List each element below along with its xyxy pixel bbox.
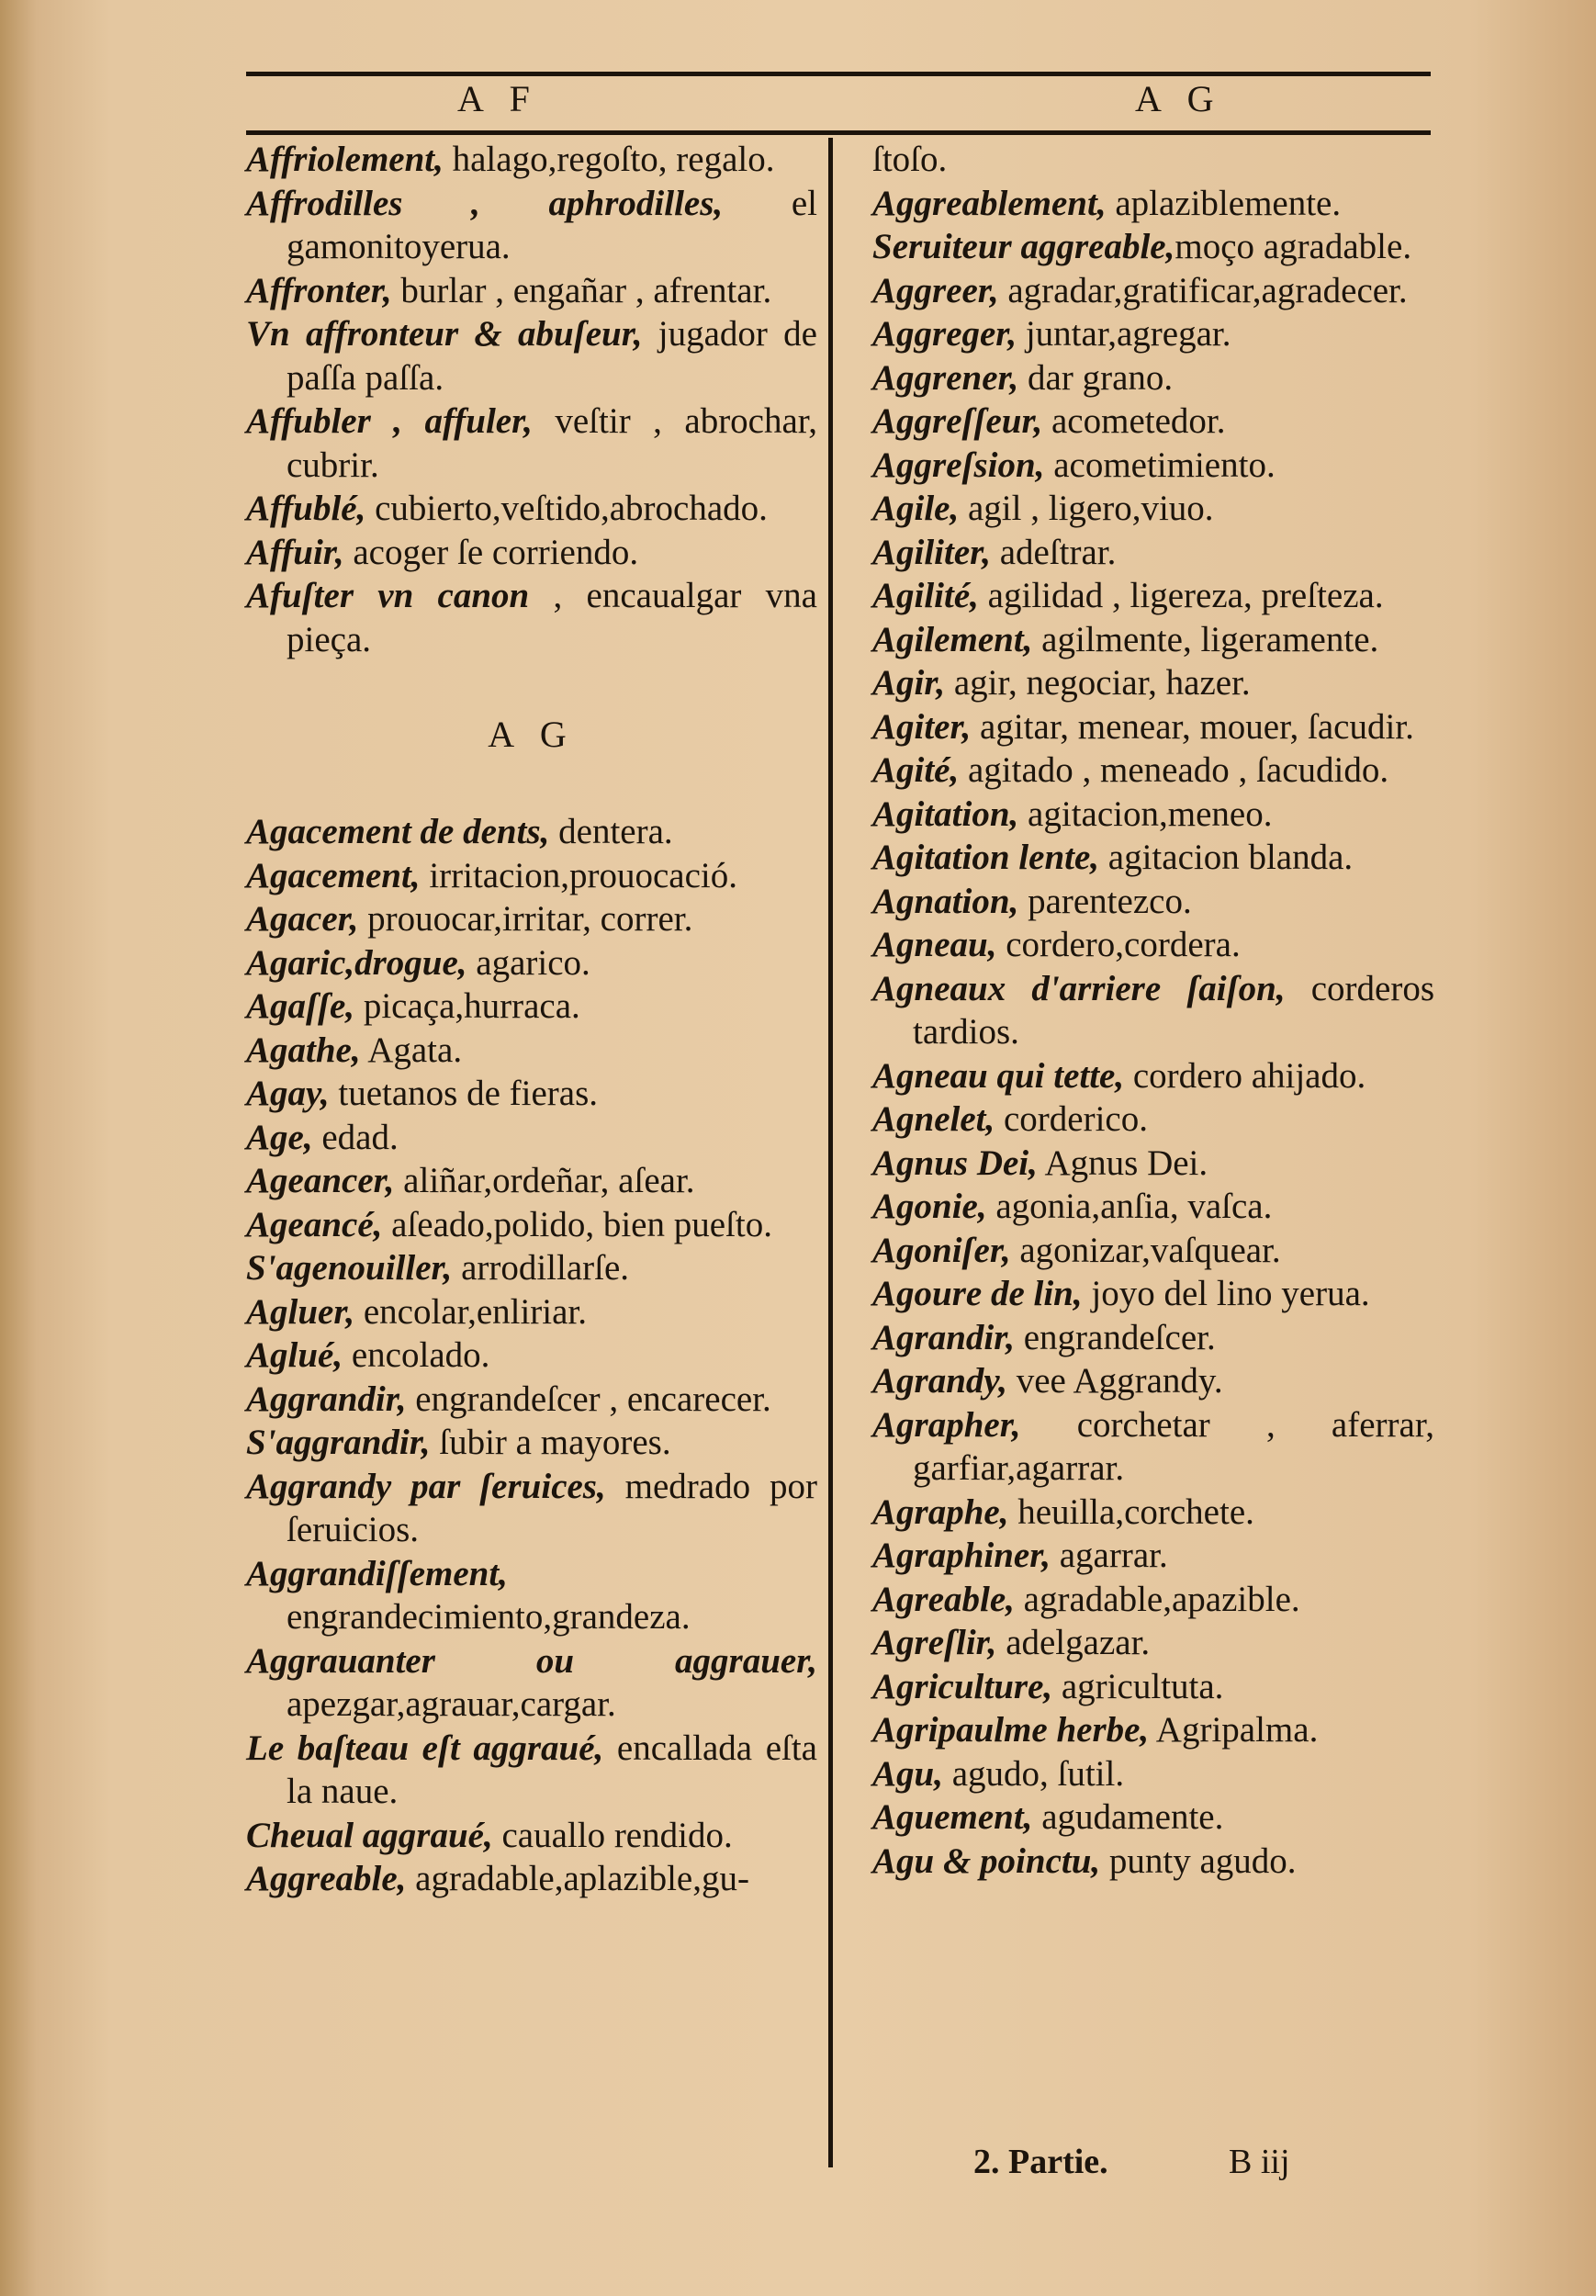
left-running-head: A F (457, 78, 539, 119)
entry-translation: encallada eſta la naue. (287, 1728, 817, 1811)
entry-translation: agitado , meneado , ſacudido. (959, 750, 1389, 790)
dictionary-entry (246, 1727, 817, 1814)
dictionary-entry (872, 1621, 1434, 1665)
signature-mark: B iij (1229, 2143, 1290, 2181)
entry-headword: Agilité, (872, 576, 979, 615)
dictionary-entry (246, 1029, 817, 1073)
entry-headword: Agaſſe, (246, 986, 355, 1026)
header-top-rule (246, 72, 1431, 76)
entry-headword: Aguement, (872, 1797, 1033, 1837)
dictionary-entry (872, 705, 1434, 749)
dictionary-entry (246, 1421, 817, 1465)
left-entries-before (246, 138, 817, 661)
entry-headword: Agathe, (246, 1030, 361, 1070)
entry-headword: Agrandy, (872, 1361, 1007, 1401)
dictionary-entry (246, 810, 817, 854)
entry-headword: S'aggrandir, (246, 1423, 431, 1462)
entry-translation: agilmente, ligeramente. (1032, 619, 1379, 659)
entry-headword: Agu, (872, 1753, 943, 1794)
dictionary-entry (872, 400, 1434, 444)
dictionary-entry (246, 400, 817, 487)
entry-headword: Agreſlir, (872, 1623, 997, 1662)
column-divider (828, 138, 833, 2167)
entry-headword: Aggreger, (872, 314, 1017, 354)
dictionary-entry (872, 138, 1434, 182)
entry-translation: burlar , engañar , afrentar. (391, 270, 772, 310)
entry-headword: Agay, (246, 1074, 330, 1113)
entry-translation: edad. (312, 1117, 399, 1157)
entry-headword: Age, (246, 1117, 313, 1157)
dictionary-entry (872, 1185, 1434, 1229)
dictionary-entry (246, 269, 817, 313)
left-entries-after (246, 810, 817, 1901)
dictionary-entry (246, 1814, 817, 1858)
right-column (872, 138, 1434, 1883)
dictionary-entry (872, 748, 1434, 793)
entry-headword: Seruiteur aggreable, (872, 227, 1175, 266)
dictionary-entry (872, 1840, 1434, 1884)
dictionary-entry (246, 1246, 817, 1290)
entry-translation: Agnus Dei. (1037, 1142, 1208, 1183)
entry-headword: Agacement, (246, 855, 421, 895)
entry-translation: acometimiento. (1044, 445, 1276, 485)
entry-headword: Aggrandy par ſeruices, (246, 1466, 606, 1506)
dictionary-entry (246, 854, 817, 898)
entry-headword: Agu & poinctu, (872, 1840, 1101, 1881)
entry-translation: dentera. (549, 812, 673, 851)
dictionary-entry (246, 897, 817, 941)
entry-headword: Agraphiner, (872, 1536, 1051, 1575)
dictionary-entry (872, 312, 1434, 356)
dictionary-entry (872, 618, 1434, 662)
dictionary-entry (872, 836, 1434, 880)
entry-headword: Affronter, (246, 270, 392, 310)
entry-translation: encolar,enliriar. (354, 1291, 588, 1332)
entry-translation: , encaualgar vna pieça. (287, 576, 817, 659)
entry-headword: Affriolement, (246, 140, 444, 179)
dictionary-entry (872, 1403, 1434, 1491)
entry-translation: aliñar,ordeñar, aſear. (394, 1161, 695, 1200)
entry-headword: Agilement, (872, 619, 1033, 659)
entry-translation: arrodillarſe. (452, 1248, 630, 1288)
dictionary-entry (872, 1578, 1434, 1622)
entry-translation: corderos tardios. (913, 968, 1434, 1052)
entry-translation: medrado por ſeruicios. (287, 1466, 818, 1549)
part-label: 2. Partie. (973, 2143, 1108, 2181)
entry-headword: Ageancer, (246, 1161, 395, 1200)
dictionary-entry (872, 1534, 1434, 1578)
entry-translation: halago,regoſto, regalo. (443, 140, 775, 179)
entry-headword: Agoniſer, (872, 1230, 1011, 1270)
entry-headword: Aggreer, (872, 270, 999, 310)
dictionary-entry (872, 269, 1434, 313)
entry-headword: Agacement de dents, (246, 812, 550, 851)
dictionary-entry (872, 1665, 1434, 1709)
dictionary-entry (246, 182, 817, 269)
entry-translation: ſtoſo. (872, 140, 948, 179)
dictionary-entry (872, 1097, 1434, 1142)
entry-translation: acoger ſe corriendo. (343, 532, 639, 572)
entry-translation: joyo del lino yerua. (1082, 1274, 1370, 1313)
entry-translation: adeſtrar. (990, 532, 1117, 572)
entry-headword: Agile, (872, 489, 960, 528)
dictionary-entry (246, 138, 817, 182)
dictionary-entry (872, 1491, 1434, 1535)
dictionary-entry (246, 1378, 817, 1422)
dictionary-entry (872, 1795, 1434, 1840)
entry-headword: Affubler , affuler, (246, 401, 533, 441)
entry-headword: Agraphe, (872, 1491, 1009, 1532)
entry-headword: Agiter, (872, 706, 972, 747)
entry-translation: cordero ahijado. (1124, 1055, 1366, 1096)
entry-headword: Agitation lente, (872, 838, 1100, 877)
entry-translation: aſeado,polido, bien pueſto. (382, 1204, 772, 1244)
entry-translation: moço agradable. (1175, 227, 1412, 266)
entry-headword: Agreable, (872, 1579, 1015, 1619)
dictionary-entry (872, 356, 1434, 400)
entry-headword: Agiliter, (872, 532, 991, 572)
left-column (246, 138, 817, 1901)
entry-headword: Agneau, (872, 925, 997, 964)
entry-translation: juntar,agregar. (1017, 314, 1231, 354)
entry-headword: Agnus Dei, (872, 1142, 1038, 1183)
dictionary-entry (872, 182, 1434, 226)
dictionary-entry (872, 574, 1434, 618)
entry-translation: cubierto,veſtido,abrochado. (365, 489, 768, 528)
entry-translation: engrandeſcer , encarecer. (406, 1379, 771, 1419)
dictionary-entry (246, 1290, 817, 1334)
entry-headword: Agaric,drogue, (246, 942, 467, 983)
dictionary-entry (246, 1552, 817, 1639)
entry-headword: Agripaulme herbe, (872, 1710, 1150, 1750)
entry-headword: Agneau qui tette, (872, 1055, 1125, 1096)
entry-headword: Aggrauanter ou aggrauer, (246, 1640, 817, 1681)
entry-headword: Le baſteau eſt aggraué, (246, 1728, 604, 1768)
entry-translation: dar grano. (1018, 357, 1174, 398)
entry-translation: ſubir a mayores. (430, 1423, 671, 1462)
entry-headword: Aggrener, (872, 357, 1019, 398)
dictionary-entry (246, 985, 817, 1029)
entry-headword: Agluer, (246, 1291, 355, 1332)
entry-headword: Agneaux d'arriere ſaiſon, (872, 968, 1286, 1008)
entry-headword: Agité, (872, 750, 960, 790)
dictionary-entry (246, 574, 817, 661)
dictionary-entry (872, 880, 1434, 924)
entry-translation: heuilla,corchete. (1008, 1491, 1254, 1532)
entry-translation: tuetanos de fieras. (329, 1074, 599, 1113)
dictionary-entry (872, 444, 1434, 488)
entry-headword: Aglué, (246, 1335, 343, 1375)
dictionary-entry (246, 1159, 817, 1203)
entry-translation: aplaziblemente. (1106, 183, 1342, 223)
entry-translation: picaça,hurraca. (354, 986, 580, 1026)
entry-translation: agitacion blanda. (1099, 838, 1354, 877)
entry-translation: agarrar. (1051, 1536, 1168, 1575)
entry-translation: vee Aggrandy. (1007, 1361, 1223, 1401)
dictionary-entry (872, 967, 1434, 1054)
entry-translation: Agata. (360, 1030, 463, 1070)
entry-translation: engrandecimiento,grandeza. (287, 1597, 691, 1637)
entry-translation: punty agudo. (1100, 1840, 1297, 1881)
entry-translation: acometedor. (1042, 401, 1226, 441)
dictionary-entry (872, 793, 1434, 837)
dictionary-entry (872, 1316, 1434, 1360)
dictionary-entry (872, 1752, 1434, 1796)
entry-translation: corderico. (995, 1099, 1148, 1139)
entry-headword: Agnation, (872, 881, 1019, 921)
dictionary-entry (246, 1072, 817, 1116)
entry-translation: parentezco. (1018, 881, 1192, 921)
entry-translation: el gamonitoyerua. (287, 183, 817, 266)
right-running-head: A G (1135, 78, 1223, 119)
entry-headword: S'agenouiller, (246, 1248, 453, 1288)
dictionary-entry (872, 661, 1434, 705)
entry-translation: adelgazar. (996, 1623, 1151, 1662)
dictionary-entry (872, 1708, 1434, 1752)
entry-translation: cordero,cordera. (996, 925, 1241, 964)
entry-translation: agilidad , ligereza, preſteza. (978, 576, 1384, 615)
entry-headword: Vn affronteur & abuſeur, (246, 314, 643, 354)
entry-translation: cauallo rendido. (492, 1815, 733, 1855)
entry-translation: agitar, menear, mouer, ſacudir. (971, 706, 1414, 747)
entry-translation: Agripalma. (1149, 1710, 1319, 1750)
dictionary-entry (246, 1639, 817, 1727)
entry-headword: Affuir, (246, 532, 344, 572)
entry-headword: Agoure de lin, (872, 1274, 1083, 1313)
entry-headword: Aggrandiſſement, (246, 1553, 508, 1593)
entry-headword: Affrodilles , aphrodilles, (246, 183, 724, 223)
entry-headword: Aggreablement, (872, 183, 1107, 223)
entry-translation: agradable,aplazible,gu- (406, 1859, 749, 1898)
dictionary-entry (872, 225, 1434, 269)
entry-translation: engrandeſcer. (1015, 1317, 1216, 1357)
entry-translation: agonia,anſia, vaſca. (986, 1187, 1273, 1226)
dictionary-entry (872, 487, 1434, 531)
entry-headword: Afuſter vn canon (246, 576, 530, 615)
entry-headword: Affublé, (246, 489, 366, 528)
entry-translation: agricultuta. (1052, 1666, 1224, 1706)
entry-headword: Aggreſsion, (872, 445, 1045, 485)
entry-headword: Agrandir, (872, 1317, 1015, 1357)
entry-translation: agudamente. (1032, 1797, 1224, 1837)
entry-headword: Agriculture, (872, 1666, 1053, 1706)
dictionary-entry (872, 1272, 1434, 1316)
dictionary-entry (872, 1359, 1434, 1403)
dictionary-entry (246, 487, 817, 531)
entry-translation: irritacion,prouocació. (420, 855, 738, 895)
entry-headword: Agrapher, (872, 1404, 1021, 1445)
entry-headword: Cheual aggraué, (246, 1815, 493, 1855)
entry-headword: Ageancé, (246, 1204, 383, 1244)
entry-translation: corchetar , aferrar, garfiar,agarrar. (913, 1404, 1434, 1488)
entry-translation: agir, negociar, hazer. (945, 663, 1251, 703)
entry-translation: agitacion,meneo. (1018, 793, 1273, 834)
entry-translation: jugador de paſſa paſſa. (287, 314, 817, 398)
entry-headword: Aggrandir, (246, 1379, 407, 1419)
entry-headword: Agitation, (872, 793, 1019, 834)
entry-headword: Agacer, (246, 899, 359, 939)
dictionary-entry (872, 1142, 1434, 1186)
entry-translation: apezgar,agrauar,cargar. (287, 1684, 616, 1724)
section-heading: A G (488, 714, 576, 755)
dictionary-entry (246, 1116, 817, 1160)
dictionary-entry (872, 1054, 1434, 1098)
header-bottom-rule (246, 130, 1431, 135)
entry-translation: agil , ligero,viuo. (959, 489, 1214, 528)
dictionary-entry (246, 312, 817, 400)
entry-translation: prouocar,irritar, correr. (358, 899, 693, 939)
dictionary-entry (246, 1465, 817, 1552)
entry-headword: Agnelet, (872, 1099, 995, 1139)
entry-translation: agradable,apazible. (1014, 1579, 1300, 1619)
dictionary-entry (246, 1334, 817, 1378)
dictionary-entry (246, 1203, 817, 1247)
right-entries (872, 138, 1434, 1883)
entry-headword: Aggreable, (246, 1859, 407, 1898)
dictionary-entry (872, 1229, 1434, 1273)
dictionary-entry (872, 923, 1434, 967)
dictionary-entry (246, 1857, 817, 1901)
entry-translation: veſtir , abrochar, cubrir. (287, 401, 817, 485)
entry-translation: agarico. (466, 942, 590, 983)
entry-headword: Agir, (872, 663, 946, 703)
dictionary-entry (872, 531, 1434, 575)
dictionary-entry (246, 531, 817, 575)
entry-translation: encolado. (343, 1335, 490, 1375)
entry-translation: agonizar,vaſquear. (1010, 1230, 1281, 1270)
entry-translation: agudo, ſutil. (942, 1753, 1125, 1794)
dictionary-entry (246, 941, 817, 985)
entry-translation: agradar,gratificar,agradecer. (998, 270, 1408, 310)
entry-headword: Aggreſſeur, (872, 401, 1043, 441)
entry-headword: Agonie, (872, 1187, 987, 1226)
